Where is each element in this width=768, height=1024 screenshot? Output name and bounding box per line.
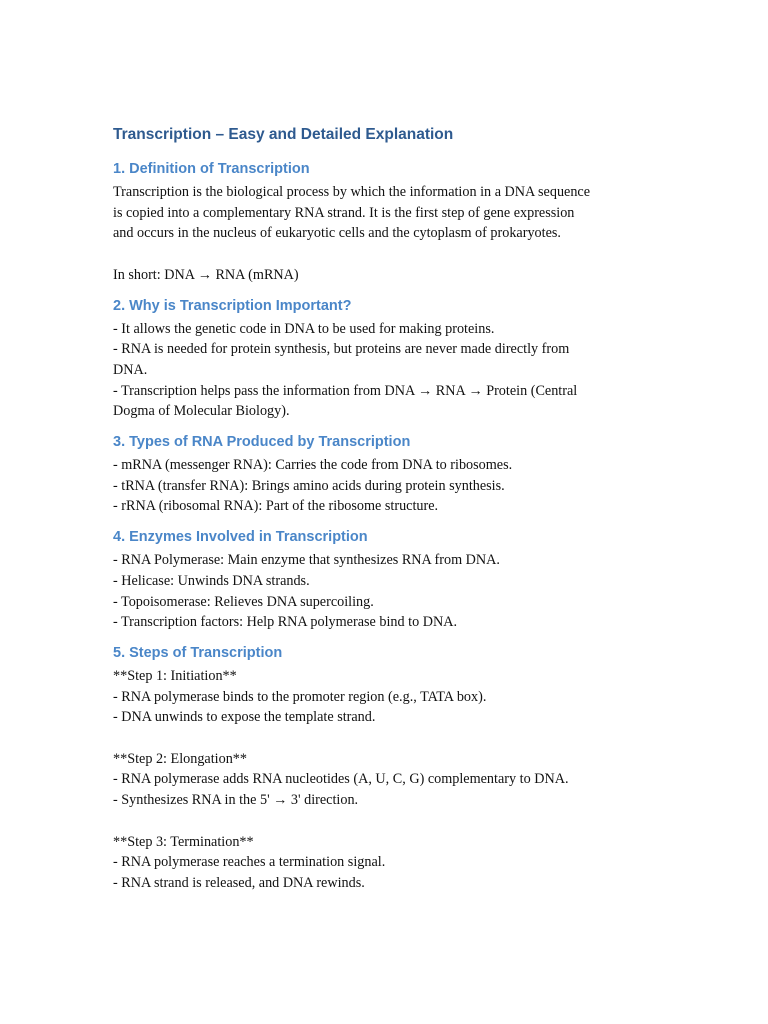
section-heading: 1. Definition of Transcription (113, 161, 310, 177)
body-line: - It allows the genetic code in DNA to be used for making proteins. (113, 320, 495, 337)
body-line: In short: DNA → RNA (mRNA) (113, 266, 299, 283)
body-line: **Step 2: Elongation** (113, 750, 247, 767)
body-line: - RNA Polymerase: Main enzyme that synthesizes RNA from DNA. (113, 552, 500, 569)
body-line: - RNA polymerase binds to the promoter region (e.g., TATA box). (113, 688, 487, 705)
document-title: Transcription – Easy and Detailed Explanation (113, 126, 454, 143)
body-line: is copied into a complementary RNA strand. It is the first step of gene expression (113, 204, 575, 221)
section-heading: 3. Types of RNA Produced by Transcription (113, 434, 411, 451)
body-line: **Step 3: Termination** (113, 833, 254, 850)
section-definition (113, 159, 653, 286)
section-enzymes (113, 527, 653, 633)
body-line: Transcription is the biological process by which the information in a DNA sequence (113, 184, 591, 200)
body-line: Dogma of Molecular Biology). (113, 403, 290, 420)
body-line: - DNA unwinds to expose the template strand. (113, 709, 376, 726)
section-heading: 4. Enzymes Involved in Transcription (113, 529, 368, 546)
section-importance (113, 296, 653, 423)
body-line: - Transcription helps pass the information from DNA → RNA → Protein (Central (113, 382, 578, 399)
body-line: and occurs in the nucleus of eukaryotic cells and the cytoplasm of prokaryotes. (113, 225, 561, 242)
body-line: - RNA is needed for protein synthesis, but proteins are never made directly from (113, 341, 570, 358)
body-line: - RNA strand is released, and DNA rewinds. (113, 874, 365, 891)
section-steps (113, 643, 653, 894)
document-page (113, 124, 653, 904)
body-line: - Topoisomerase: Relieves DNA supercoiling. (113, 593, 374, 610)
body-line: DNA. (113, 361, 148, 378)
body-line: - rRNA (ribosomal RNA): Part of the ribosome structure. (113, 498, 439, 515)
body-line: - mRNA (messenger RNA): Carries the code from DNA to ribosomes. (113, 457, 513, 474)
blank-line (113, 811, 653, 832)
body-line: - RNA polymerase reaches a termination signal. (113, 854, 386, 871)
section-heading: 5. Steps of Transcription (113, 644, 283, 661)
body-line: - Helicase: Unwinds DNA strands. (113, 572, 310, 589)
section-heading: 2. Why is Transcription Important? (113, 297, 352, 314)
body-line: - Synthesizes RNA in the 5' → 3' direction. (113, 792, 359, 809)
body-line: **Step 1: Initiation** (113, 667, 237, 684)
body-line: - Transcription factors: Help RNA polymerase bind to DNA. (113, 614, 458, 631)
section-rna-types (113, 432, 653, 517)
body-line: - tRNA (transfer RNA): Brings amino acids during protein synthesis. (113, 477, 505, 494)
body-line: - RNA polymerase adds RNA nucleotides (A, U, C, G) complementary to DNA. (113, 771, 569, 788)
blank-line (113, 244, 653, 265)
blank-line (113, 728, 653, 749)
